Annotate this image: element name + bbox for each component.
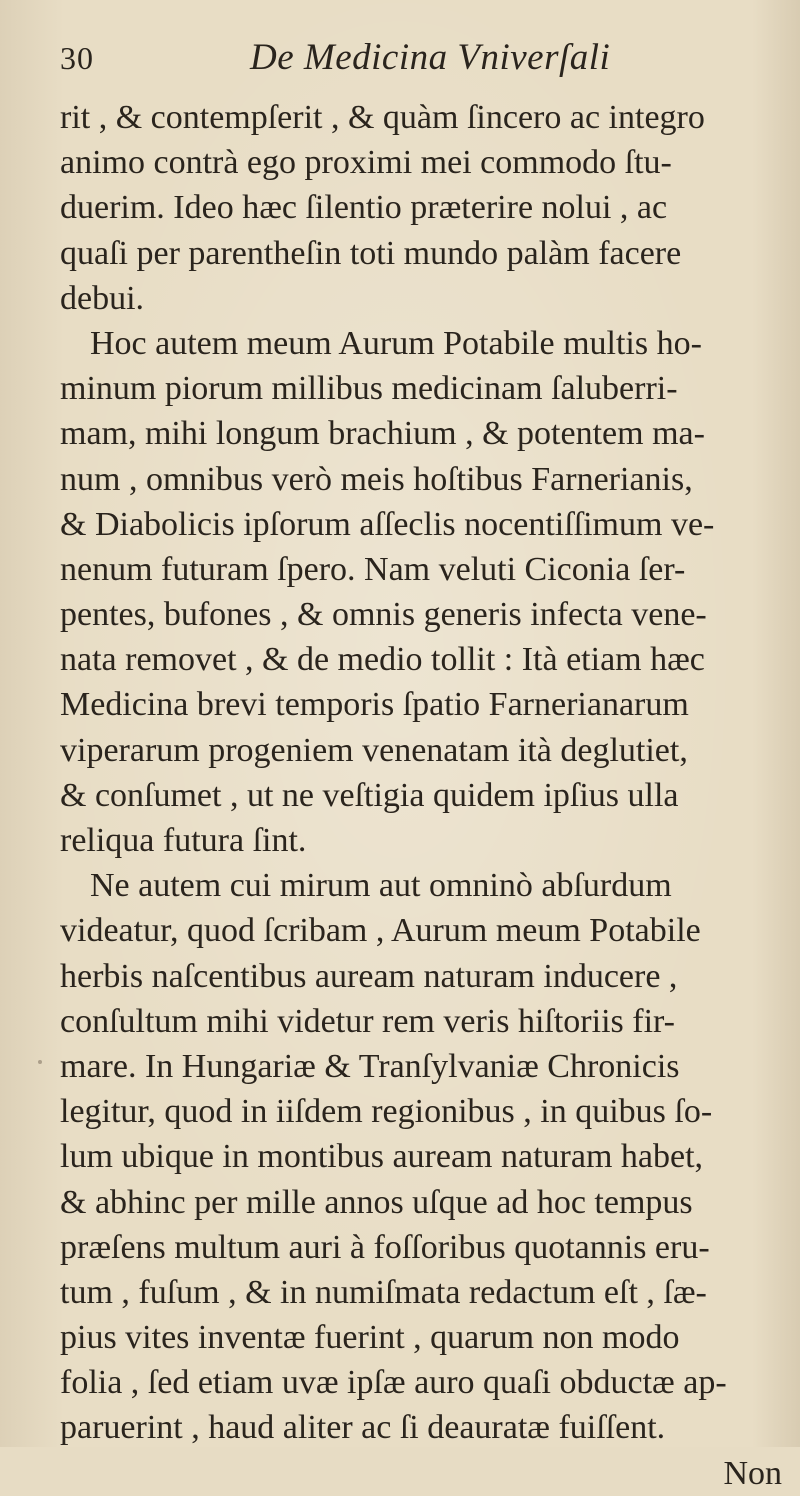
- text-line: duerim. Ideo hæc ſilentio præterire nolui , ac: [60, 189, 668, 227]
- text-line: videatur, quod ſcribam , Aurum meum Potabile: [60, 912, 701, 950]
- paragraph-start-line: Hoc autem meum Aurum Potabile multis ho-: [90, 324, 702, 362]
- text-line: & conſumet , ut ne veſtigia quidem ipſius ulla: [60, 776, 679, 814]
- text-line: præſens multum auri à foſſoribus quotannis eru-: [60, 1228, 710, 1266]
- text-line: quaſi per parentheſin toti mundo palàm facere: [60, 234, 682, 272]
- text-line: reliqua futura ſint.: [60, 822, 307, 859]
- text-line: mare. In Hungariæ & Tranſylvaniæ Chronicis: [60, 1047, 680, 1085]
- text-line: minum piorum millibus medicinam ſaluberri-: [60, 370, 678, 408]
- text-line: nata removet , & de medio tollit : Ità etiam hæc: [60, 641, 705, 679]
- text-line: & Diabolicis ipſorum aſſeclis nocentiſſimum ve-: [60, 505, 715, 543]
- page-number: 30: [60, 40, 94, 76]
- text-line: num , omnibus verò meis hoſtibus Farnerianis,: [60, 460, 693, 498]
- text-line: tum , fuſum , & in numiſmata redactum eſt , ſæ-: [60, 1273, 707, 1311]
- text-line: nenum futuram ſpero. Nam veluti Ciconia ſer-: [60, 550, 686, 588]
- text-line: legitur, quod in iiſdem regionibus , in quibus ſo-: [60, 1093, 713, 1131]
- text-line: mam, mihi longum brachium , & potentem ma-: [60, 415, 705, 453]
- text-line: lum ubique in montibus auream naturam habet,: [60, 1138, 704, 1176]
- text-line: viperarum progeniem venenatam ità deglutiet,: [60, 731, 688, 769]
- text-line: herbis naſcentibus auream naturam inducere ,: [60, 957, 678, 995]
- running-title: De Medicina Vniverſali: [250, 37, 611, 78]
- paper-speck: [236, 1392, 239, 1394]
- text-line: & abhinc per mille annos uſque ad hoc tempus: [60, 1183, 693, 1221]
- text-line: pentes, bufones , & omnis generis infecta vene-: [60, 596, 707, 634]
- text-line: animo contrà ego proximi mei commodo ſtu-: [60, 144, 672, 182]
- catchword: Non: [723, 1454, 782, 1492]
- text-line: conſultum mihi videtur rem veris hiſtoriis fir-: [60, 1002, 675, 1040]
- text-line: pius vites inventæ fuerint , quarum non modo: [60, 1319, 680, 1357]
- text-line: debui.: [60, 279, 145, 317]
- body-text: [60, 95, 790, 1496]
- text-line: folia , ſed etiam uvæ ipſæ auro quaſi obductæ ap-: [60, 1364, 727, 1402]
- text-line: Medicina brevi temporis ſpatio Farnerianarum: [60, 686, 689, 724]
- paper-speck: [38, 1060, 42, 1064]
- text-line: rit , & contempſerit , & quàm ſincero ac integro: [60, 99, 705, 136]
- text-line: paruerint , haud aliter ac ſi deauratæ fuiſſent.: [60, 1409, 666, 1447]
- page-header: [60, 30, 760, 94]
- paragraph-start-line: Ne autem cui mirum aut omninò abſurdum: [90, 867, 672, 905]
